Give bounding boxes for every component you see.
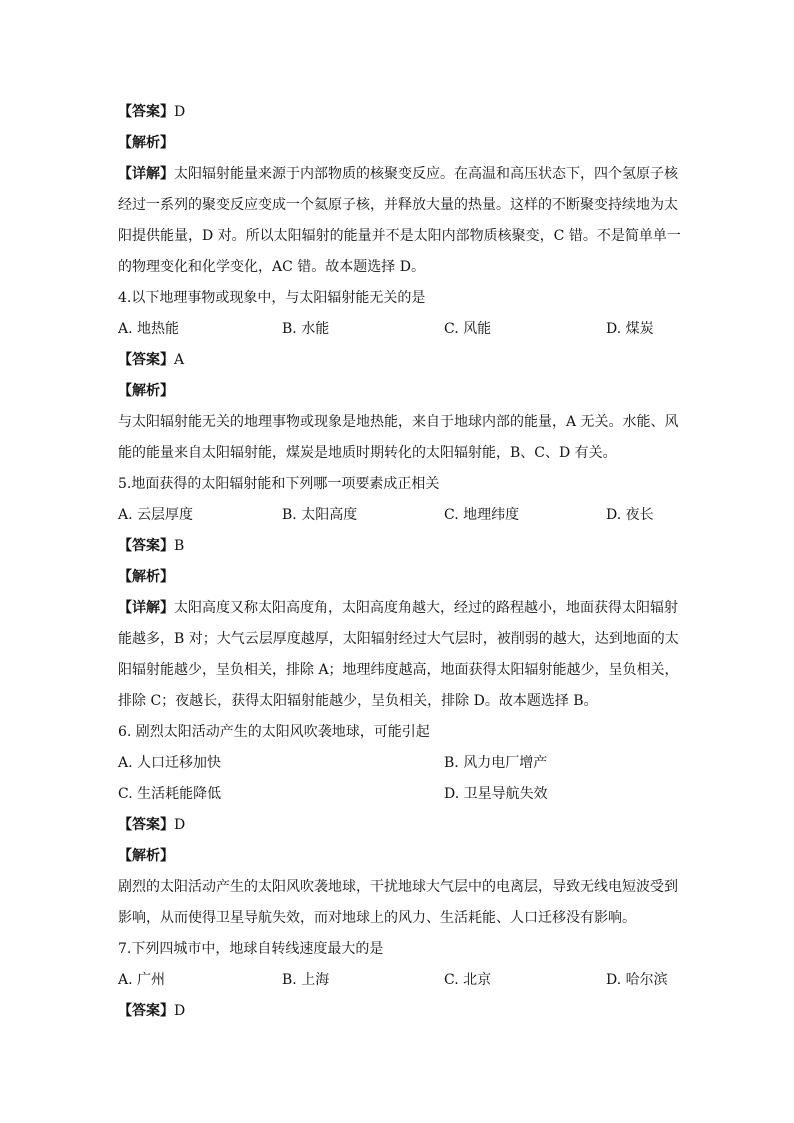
q6-option-b: B. 风力电厂增产 [444, 755, 548, 771]
q6-analysis-label: 【解析】 [118, 848, 174, 864]
detail-tag: 【详解】 [118, 600, 174, 616]
q5-answer [118, 536, 678, 556]
q7-option-c: C. 北京 [444, 972, 492, 988]
q4-answer [118, 350, 678, 370]
detail-tag: 【详解】 [118, 166, 174, 182]
q6-analysis-line-1: 剧烈的太阳活动产生的太阳风吹袭地球，干扰地球大气层中的电离层，导致无线电短波受到 [118, 879, 678, 895]
answer-tag: 【答案】 [118, 352, 174, 368]
q6-option-a: A. 人口迁移加快 [118, 755, 222, 771]
q6-answer [118, 815, 678, 835]
answer-value: A [174, 352, 185, 368]
q5-detail-line-3: 阳辐射能越少，呈负相关，排除 A；地理纬度越高，地面获得太阳辐射能越少，呈负相关， [118, 662, 679, 678]
q5-detail-line-1 [118, 598, 678, 618]
answer-value: D [174, 1003, 186, 1019]
q6-option-d: D. 卫星导航失效 [444, 786, 548, 802]
q3-detail-line-2: 经过一系列的聚变反应变成一个氦原子核，并释放大量的热量。这样的不断聚变持续地为太 [118, 197, 678, 213]
q7-option-a: A. 广州 [118, 972, 166, 988]
q4-stem: 4.以下地理事物或现象中，与太阳辐射能无关的是 [118, 290, 426, 306]
q5-option-d: D. 夜长 [606, 507, 654, 523]
q5-analysis-label: 【解析】 [118, 569, 174, 585]
detail-text: 太阳辐射能量来源于内部物质的核聚变反应。在高温和高压状态下，四个氢原子核 [174, 166, 678, 182]
q4-analysis-line-1: 与太阳辐射能无关的地理事物或现象是地热能，来自于地球内部的能量，A 无关。水能、风 [118, 414, 679, 430]
q4-option-a: A. 地热能 [118, 321, 180, 337]
q3-analysis-label: 【解析】 [118, 135, 174, 151]
q6-stem: 6. 剧烈太阳活动产生的太阳风吹袭地球，可能引起 [118, 724, 430, 740]
q4-option-c: C. 风能 [444, 321, 492, 337]
q7-option-d: D. 哈尔滨 [606, 972, 668, 988]
q5-stem: 5.地面获得的太阳辐射能和下列哪一项要素成正相关 [118, 476, 440, 492]
q3-detail-line-3: 阳提供能量，D 对。所以太阳辐射的能量并不是太阳内部物质核聚变，C 错。不是简单单一 [118, 228, 681, 244]
q5-detail-line-4: 排除 C；夜越长，获得太阳辐射能越少，呈负相关，排除 D。故本题选择 B。 [118, 693, 598, 709]
answer-value: B [174, 538, 185, 554]
q5-option-a: A. 云层厚度 [118, 507, 194, 523]
answer-tag: 【答案】 [118, 817, 174, 833]
q4-option-d: D. 煤炭 [606, 321, 654, 337]
answer-tag: 【答案】 [118, 104, 174, 120]
q6-option-c: C. 生活耗能降低 [118, 786, 222, 802]
answer-tag: 【答案】 [118, 538, 174, 554]
q7-answer [118, 1001, 678, 1021]
answer-tag: 【答案】 [118, 1003, 174, 1019]
q7-option-b: B. 上海 [282, 972, 330, 988]
answer-value: D [174, 817, 186, 833]
q3-detail-line-4: 的物理变化和化学变化，AC 错。故本题选择 D。 [118, 259, 425, 275]
q4-analysis-line-2: 能的能量来自太阳辐射能，煤炭是地质时期转化的太阳辐射能，B、C、D 有关。 [118, 445, 617, 461]
q5-detail-line-2: 能越多，B 对；大气云层厚度越厚，太阳辐射经过大气层时，被削弱的越大，达到地面的太 [118, 631, 679, 647]
q5-option-c: C. 地理纬度 [444, 507, 520, 523]
q6-analysis-line-2: 影响，从而使得卫星导航失效，而对地球上的风力、生活耗能、人口迁移没有影响。 [118, 910, 636, 926]
q5-option-b: B. 太阳高度 [282, 507, 358, 523]
q3-detail-line-1 [118, 164, 678, 184]
answer-value: D [174, 104, 186, 120]
detail-text: 太阳高度又称太阳高度角，太阳高度角越大，经过的路程越小，地面获得太阳辐射 [174, 600, 678, 616]
q4-analysis-label: 【解析】 [118, 383, 174, 399]
q4-option-b: B. 水能 [282, 321, 330, 337]
q7-stem: 7.下列四城市中，地球自转线速度最大的是 [118, 941, 384, 957]
q3-answer [118, 102, 678, 122]
